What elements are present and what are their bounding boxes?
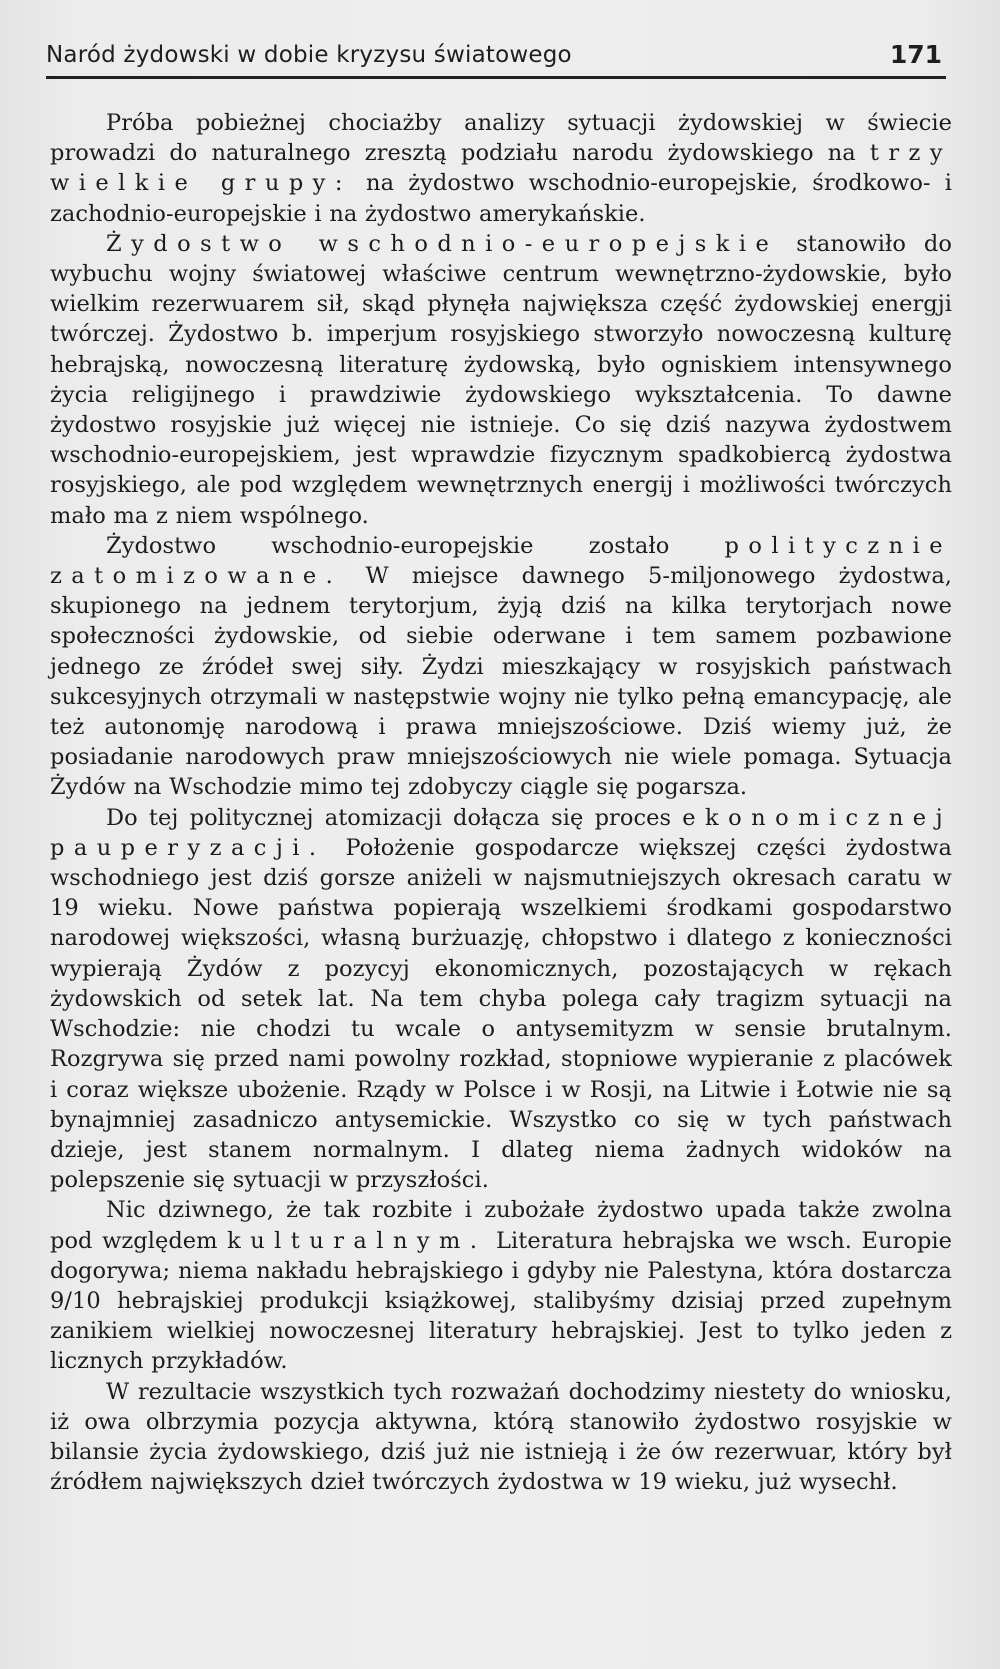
paragraph-4: [50, 803, 952, 1196]
text-body: [50, 108, 952, 1497]
running-title: Naród żydowski w dobie kryzysu światowego: [46, 42, 572, 68]
paragraph-1-spaced-emphasis: trzy wielkie grupy:: [50, 140, 952, 197]
paragraph-1-text-b: na żydostwo wschodnio-europejskie, środkowo- i zachodnio-europejskie i na żydostwo amerykańskie.: [50, 170, 952, 227]
paragraph-3-spaced-emphasis: politycznie zatomizowane.: [50, 532, 952, 590]
paragraph-5-text-b: Literatura hebrajska we wsch. Europie dogorywa; niema nakładu hebrajskiego i gdyby nie Palestyna, która dostarcza 9/10 hebrajskiej produkcji książkowej, stalibyśmy dzisiaj przed zupełnym zanikiem wielkiej nowoczesnej literatury hebrajskiej. Jest to tylko jeden z licznych przykładów.: [50, 1227, 953, 1375]
paragraph-3-text-b: W miejsce dawnego 5-miljonowego żydostwa, skupionego na jednem terytorjum, żyją dziś na kilka terytorjach nowe społeczności żydowskie, od siebie oderwane i tem samem pozbawione jednego ze źródeł swej siły. Żydzi mieszkający w rosyjskich państwach sukcesyjnych otrzymali w następstwie wojny nie tylko pełną emancypację, ale też autonomję narodową i prawa mniejszościowe. Dziś wiemy już, że posiadanie narodowych praw mniejszościowych nie wiele pomaga. Sytuacja Żydów na Wschodzie mimo tej zdobyczy ciągle się pogarsza.: [50, 563, 952, 801]
paragraph-3-text-a: Żydostwo wschodnio-europejskie zostało: [106, 532, 725, 559]
paragraph-5-text-a: Nic dziwnego, że tak rozbite i zubożałe żydostwo upada także zwolna pod względem: [50, 1197, 952, 1254]
paragraph-2-text-b: stanowiło do wybuchu wojny światowej właściwe centrum wewnętrzno-żydowskie, było wielkim rezerwuarem sił, skąd płynęła największa część żydowskiej energji twórczej. Żydostwo b. imperjum rosyjskiego stworzyło nowoczesną kulturę hebrajską, nowoczesną literaturę żydowską, było ogniskiem intensywnego życia religijnego i prawdziwie żydowskiego wykształcenia. To dawne żydostwo rosyjskie już więcej nie istnieje. Co się dziś nazywa żydostwem wschodnio-europejskiem, jest wprawdzie fizycznym spadkobiercą żydostwa rosyjskiego, ale pod względem wewnętrznych energij i możliwości twórczych mało ma z niem wspólnego.: [50, 230, 952, 529]
paragraph-1: [50, 108, 952, 229]
paragraph-2-spaced-emphasis: Żydostwo wschodnio-europejskie: [106, 230, 779, 257]
paragraph-6-text-a: W rezultacie wszystkich tych rozważań dochodzimy niestety do wniosku, iż owa olbrzymia pozycja aktywna, którą stanowiło żydostwo rosyjskie w bilansie życia żydowskiego, dziś już nie istnieją i że ów rezerwuar, który był źródłem największych dzieł twórczych żydostwa w 19 wieku, już wysechł.: [50, 1378, 952, 1496]
paragraph-4-spaced-emphasis: ekonomicznej pauperyzacji.: [50, 804, 952, 861]
paragraph-2: [50, 229, 952, 531]
running-head: [46, 40, 946, 79]
paragraph-1-text-a: Próba pobieżnej chociażby analizy sytuacji żydowskiej w świecie prowadzi do naturalnego zresztą podziału narodu żydowskiego na: [50, 110, 952, 167]
paragraph-5-spaced-emphasis: kulturalnym.: [227, 1227, 487, 1254]
paragraph-4-text-b: Położenie gospodarcze większej części żydostwa wschodniego jest dziś gorsze aniżeli w najsmutniejszych okresach caratu w 19 wieku. Nowe państwa popierają wszelkiemi środkami gospodarstwo narodowej większości, własną burżuazję, chłopstwo i dlatego z konieczności wypierają Żydów z pozycyj ekonomicznych, pozostających w rękach żydowskich od setek lat. Na tem chyba polega cały tragizm sytuacji na Wschodzie: nie chodzi tu wcale o antysemityzm w sensie brutalnym. Rozgrywa się przed nami powolny rozkład, stopniowe wypieranie z placówek i coraz większe ubożenie. Rządy w Polsce i w Rosji, na Litwie i Łotwie nie są bynajmniej zasadniczo antysemickie. Wszystko co się w tych państwach dzieje, jest stanem normalnym. I dlateg niema żadnych widoków na polepszenie się sytuacji w przyszłości.: [50, 834, 952, 1194]
paragraph-5: [50, 1195, 952, 1376]
paragraph-4-text-a: Do tej politycznej atomizacji dołącza się proces: [106, 804, 683, 831]
paragraph-6: [50, 1377, 952, 1498]
paragraph-3: [50, 531, 952, 803]
page-number: 171: [889, 40, 942, 69]
